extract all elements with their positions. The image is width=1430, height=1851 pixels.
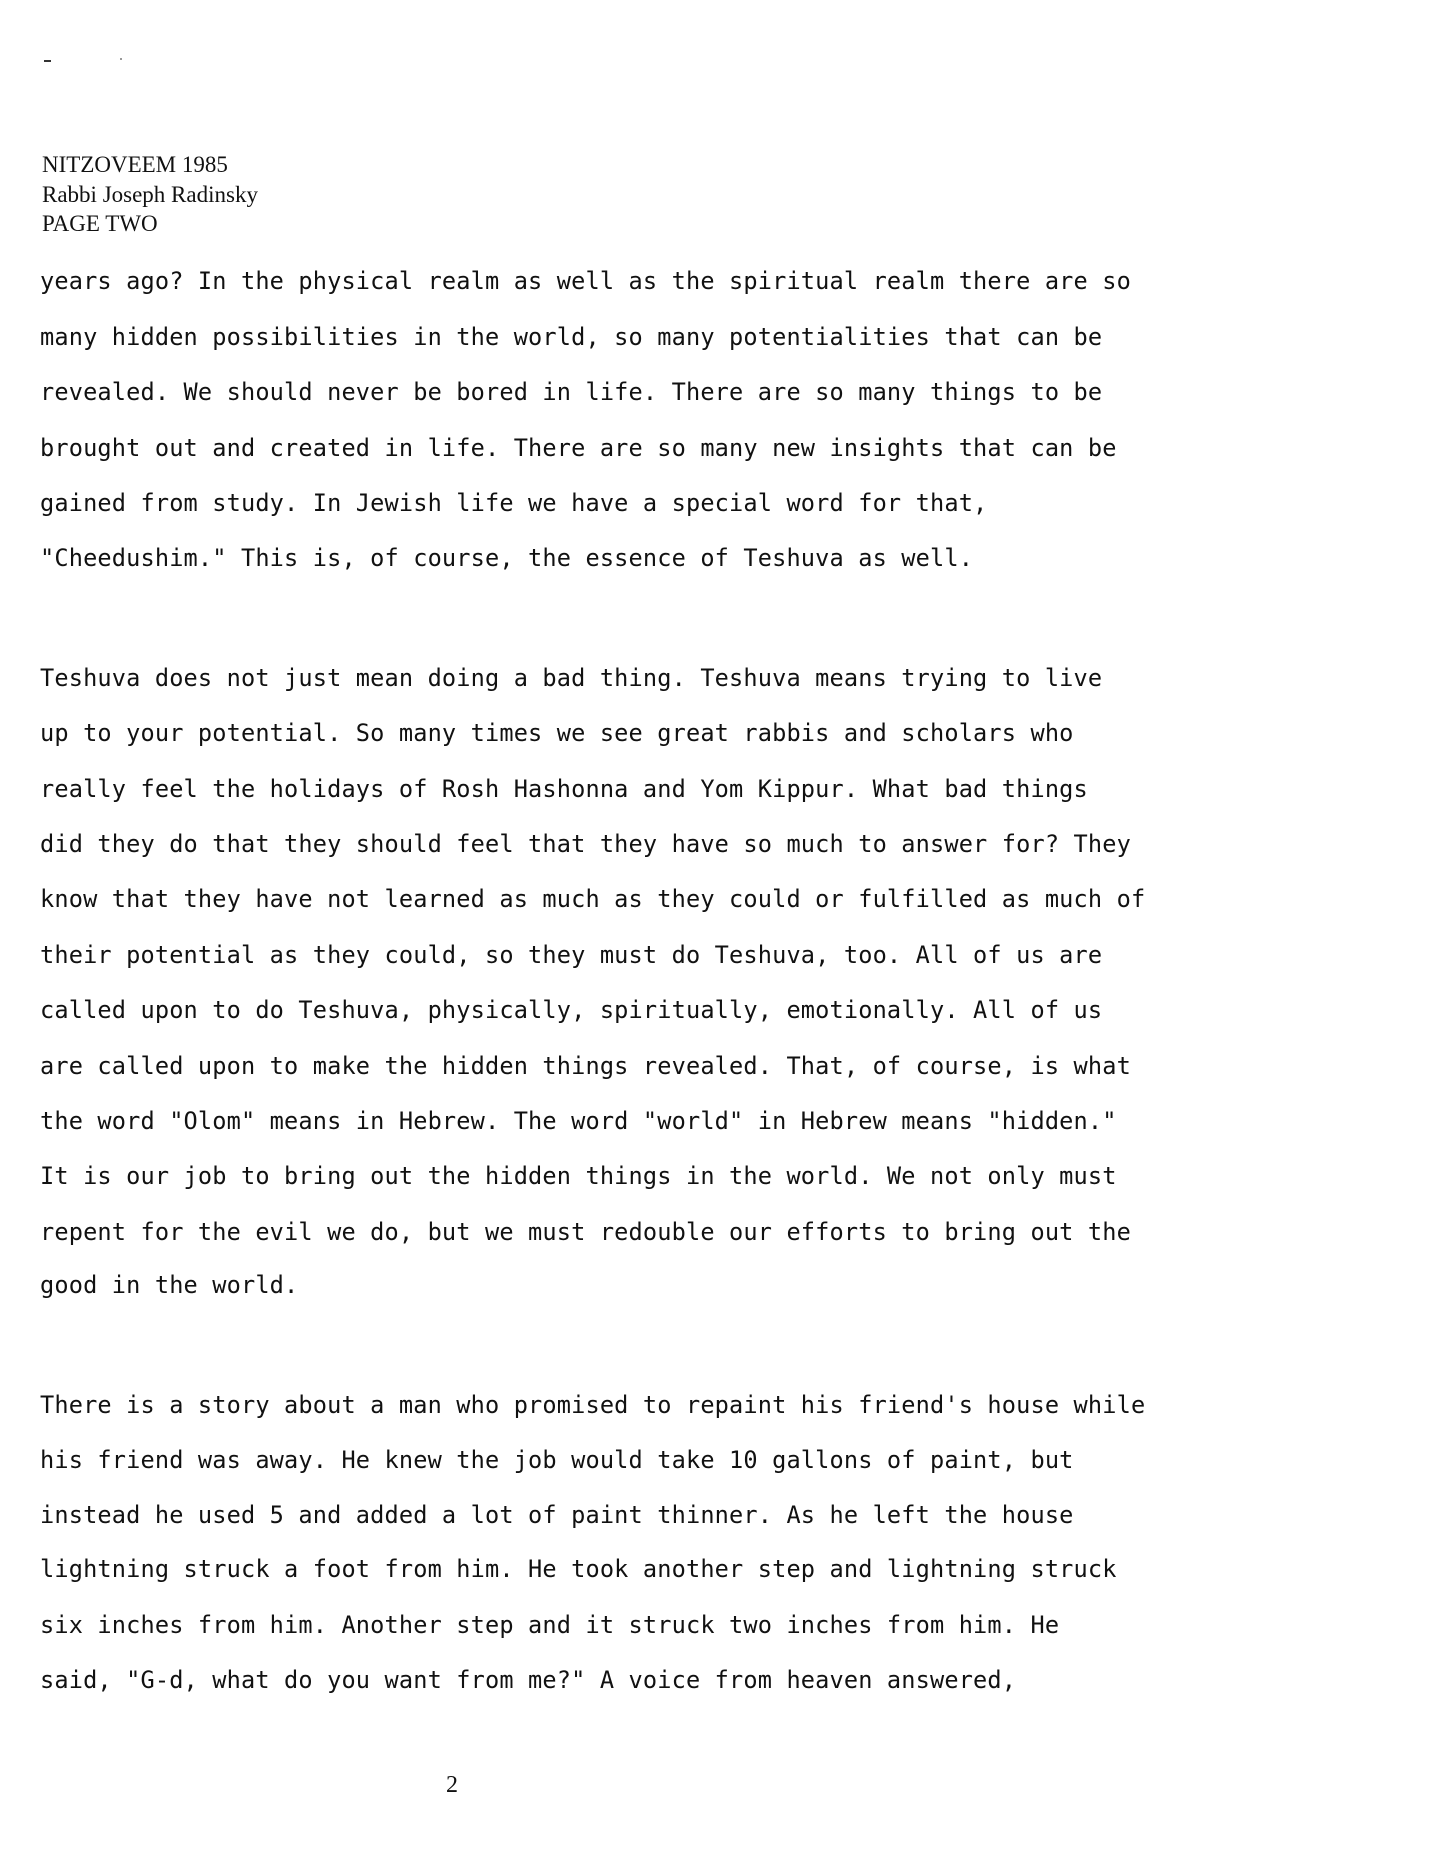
text-line: are called upon to make the hidden things revealed. That, of course, is what — [40, 1052, 1131, 1080]
text-line: brought out and created in life. There are so many new insights that can be — [40, 434, 1117, 462]
text-line: called upon to do Teshuva, physically, spiritually, emotionally. All of us — [40, 996, 1103, 1024]
text-line: Teshuva does not just mean doing a bad thing. Teshuva means trying to live — [40, 664, 1103, 692]
text-line: revealed. We should never be bored in life. There are so many things to be — [40, 378, 1103, 406]
text-line: repent for the evil we do, but we must redouble our efforts to bring out the — [40, 1218, 1131, 1246]
text-line: "Cheedushim." This is, of course, the essence of Teshuva as well. — [40, 544, 974, 572]
header-page-label: PAGE TWO — [42, 211, 158, 236]
text-line: said, "G-d, what do you want from me?" A voice from heaven answered, — [40, 1666, 1017, 1694]
text-line: his friend was away. He knew the job would take 10 gallons of paint, but — [40, 1446, 1074, 1474]
scan-speck — [44, 60, 51, 62]
text-line: did they do that they should feel that they have so much to answer for? They — [40, 830, 1131, 858]
text-line: years ago? In the physical realm as well as the spiritual realm there are so — [40, 267, 1131, 295]
header-title: NITZOVEEM 1985 — [42, 152, 228, 177]
text-line: many hidden possibilities in the world, so many potentialities that can be — [40, 323, 1103, 351]
text-line: six inches from him. Another step and it struck two inches from him. He — [40, 1611, 1060, 1639]
text-line: really feel the holidays of Rosh Hashonna and Yom Kippur. What bad things — [40, 775, 1088, 803]
text-line: their potential as they could, so they must do Teshuva, too. All of us are — [40, 941, 1103, 969]
page-number: 2 — [446, 1772, 458, 1798]
text-line: the word "Olom" means in Hebrew. The word "world" in Hebrew means "hidden." — [40, 1107, 1117, 1135]
text-line: There is a story about a man who promised to repaint his friend's house while — [40, 1391, 1146, 1419]
header-author: Rabbi Joseph Radinsky — [42, 181, 258, 207]
text-line: good in the world. — [40, 1271, 299, 1299]
text-line: instead he used 5 and added a lot of paint thinner. As he left the house — [40, 1501, 1074, 1529]
text-line: up to your potential. So many times we see great rabbis and scholars who — [40, 719, 1074, 747]
text-line: know that they have not learned as much as they could or fulfilled as much of — [40, 885, 1146, 913]
scan-speck — [120, 58, 122, 60]
text-line: gained from study. In Jewish life we have a special word for that, — [40, 489, 988, 517]
document-header — [42, 150, 742, 239]
text-line: lightning struck a foot from him. He took another step and lightning struck — [40, 1555, 1117, 1583]
text-line: It is our job to bring out the hidden things in the world. We not only must — [40, 1162, 1117, 1190]
